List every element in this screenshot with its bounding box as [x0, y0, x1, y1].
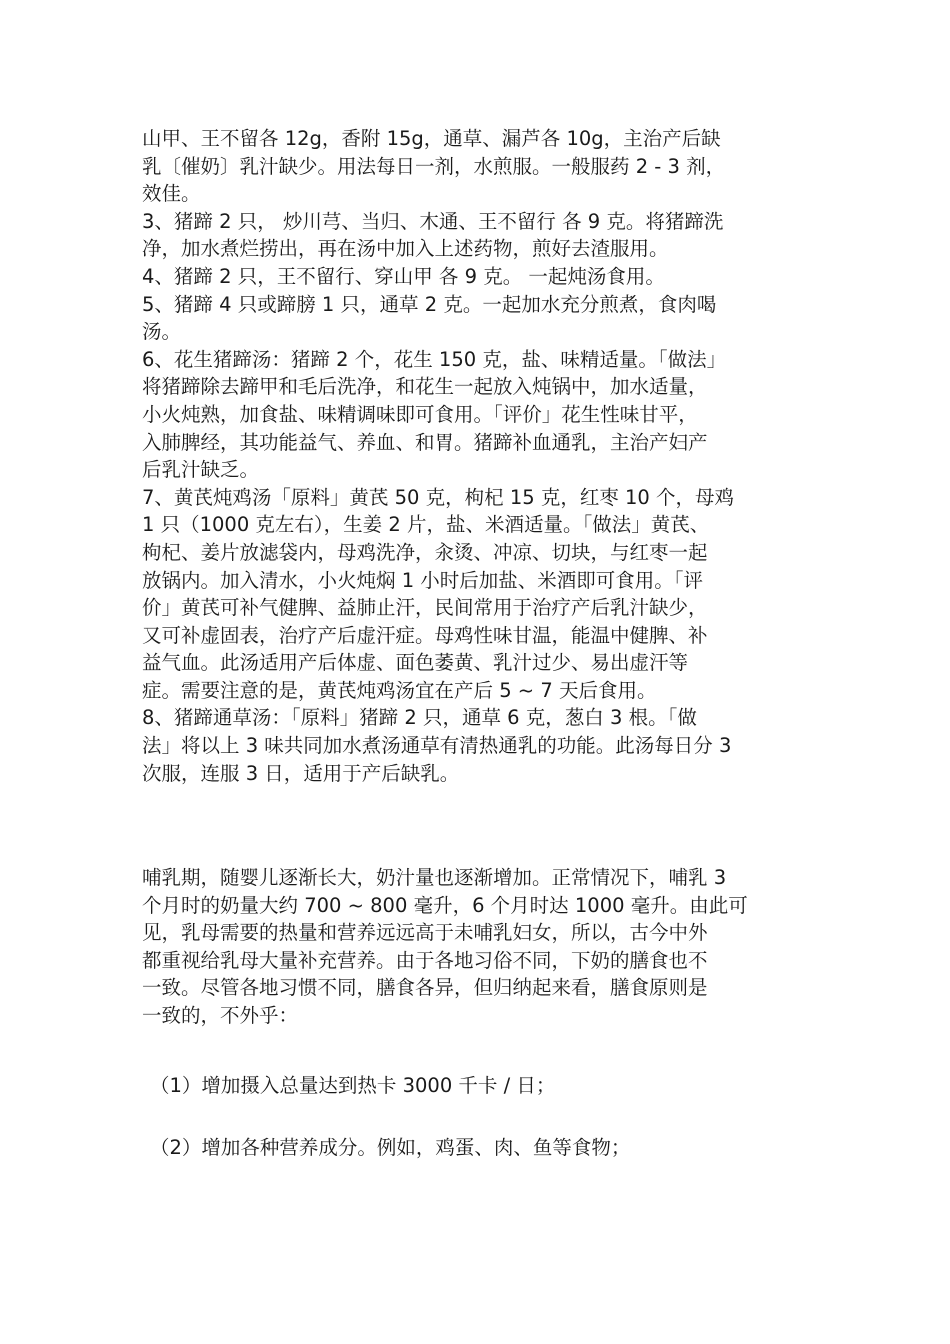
recipe-3-line: 3、猪蹄 2 只， 炒川芎、当归、木通、王不留行 各 9 克。将猪蹄洗 [142, 209, 724, 233]
recipe-7-line: 症。需要注意的是，黄芪炖鸡汤宜在产后 5 ~ 7 天后食用。 [142, 678, 657, 702]
recipe-6-line: 将猪蹄除去蹄甲和毛后洗净，和花生一起放入炖锅中，加水适量， [142, 375, 708, 399]
recipe-7-line: 又可补虚固表，治疗产后虚汗症。母鸡性味甘温，能温中健脾、补 [142, 623, 708, 647]
recipe-7-line: 7、黄芪炖鸡汤「原料」黄芪 50 克，枸杞 15 克，红枣 10 个，母鸡 [142, 485, 735, 509]
recipe-6-line: 小火炖熟，加食盐、味精调味即可食用。「评价」花生性味甘平， [142, 402, 698, 426]
recipe-8-line: 法」将以上 3 味共同加水煮汤通草有清热通乳的功能。此汤每日分 3 [142, 734, 732, 758]
diet-principle-item: （2）增加各种营养成分。例如，鸡蛋、肉、鱼等食物； [150, 1136, 631, 1159]
recipe-7-line: 价」黄芪可补气健脾、益肺止汗，民间常用于治疗产后乳汁缺少， [142, 596, 708, 620]
text-line: 一致。尽管各地习惯不同，膳食各异，但归纳起来看，膳食原则是 [142, 976, 708, 1000]
recipe-6-line: 入肺脾经，其功能益气、养血、和胃。猪蹄补血通乳，主治产妇产 [142, 430, 708, 454]
recipe-5-line: 5、猪蹄 4 只或蹄膀 1 只，通草 2 克。一起加水充分煎煮，食肉喝 [142, 292, 717, 316]
text-line: 效佳。 [142, 182, 201, 206]
recipe-7-line: 1 只（1000 克左右），生姜 2 片，盐、米酒适量。「做法」黄芪、 [142, 513, 710, 537]
text-line: 见，乳母需要的热量和营养远远高于未哺乳妇女，所以，古今中外 [142, 921, 708, 945]
recipe-8-line: 次服，连服 3 日，适用于产后缺乳。 [142, 761, 460, 785]
text-line: 乳〔催奶〕乳汁缺少。用法每日一剂，水煎服。一般服药 2 - 3 剂， [142, 154, 726, 178]
recipe-4-line: 4、猪蹄 2 只，王不留行、穿山甲 各 9 克。 一起炖汤食用。 [142, 264, 665, 288]
diet-principle-item: （1）增加摄入总量达到热卡 3000 千卡 / 日； [150, 1074, 556, 1097]
text-line: 个月时的奶量大约 700 ~ 800 毫升，6 个月时达 1000 毫升。由此可 [142, 893, 748, 917]
lactation-intro-paragraph [142, 864, 822, 1030]
recipe-5-line: 汤。 [142, 320, 182, 344]
recipe-6-line: 后乳汁缺乏。 [142, 458, 260, 482]
recipe-3-line: 净，加水煮烂捞出，再在汤中加入上述药物，煎好去渣服用。 [142, 237, 669, 261]
recipe-7-line: 益气血。此汤适用产后体虚、面色萎黄、乳汁过少、易出虚汗等 [142, 651, 689, 675]
recipes-section [142, 125, 822, 787]
recipe-6-line: 6、花生猪蹄汤：猪蹄 2 个，花生 150 克，盐、味精适量。「做法」 [142, 347, 727, 371]
text-line: 都重视给乳母大量补充营养。由于各地习俗不同，下奶的膳食也不 [142, 948, 708, 972]
text-line: 哺乳期，随婴儿逐渐长大，奶汁量也逐渐增加。正常情况下，哺乳 3 [142, 866, 727, 889]
recipe-8-line: 8、猪蹄通草汤：「原料」猪蹄 2 只，通草 6 克，葱白 3 根。「做 [142, 706, 697, 730]
recipe-7-line: 放锅内。加入清水，小火炖焖 1 小时后加盐、米酒即可食用。「评 [142, 568, 704, 592]
recipe-7-line: 枸杞、姜片放滤袋内，母鸡洗净，汆烫、冲凉、切块，与红枣一起 [142, 540, 708, 564]
text-line: 山甲、王不留各 12g，香附 15g，通草、漏芦各 10g，主治产后缺 [142, 127, 721, 150]
text-line: 一致的，不外乎： [142, 1003, 299, 1027]
